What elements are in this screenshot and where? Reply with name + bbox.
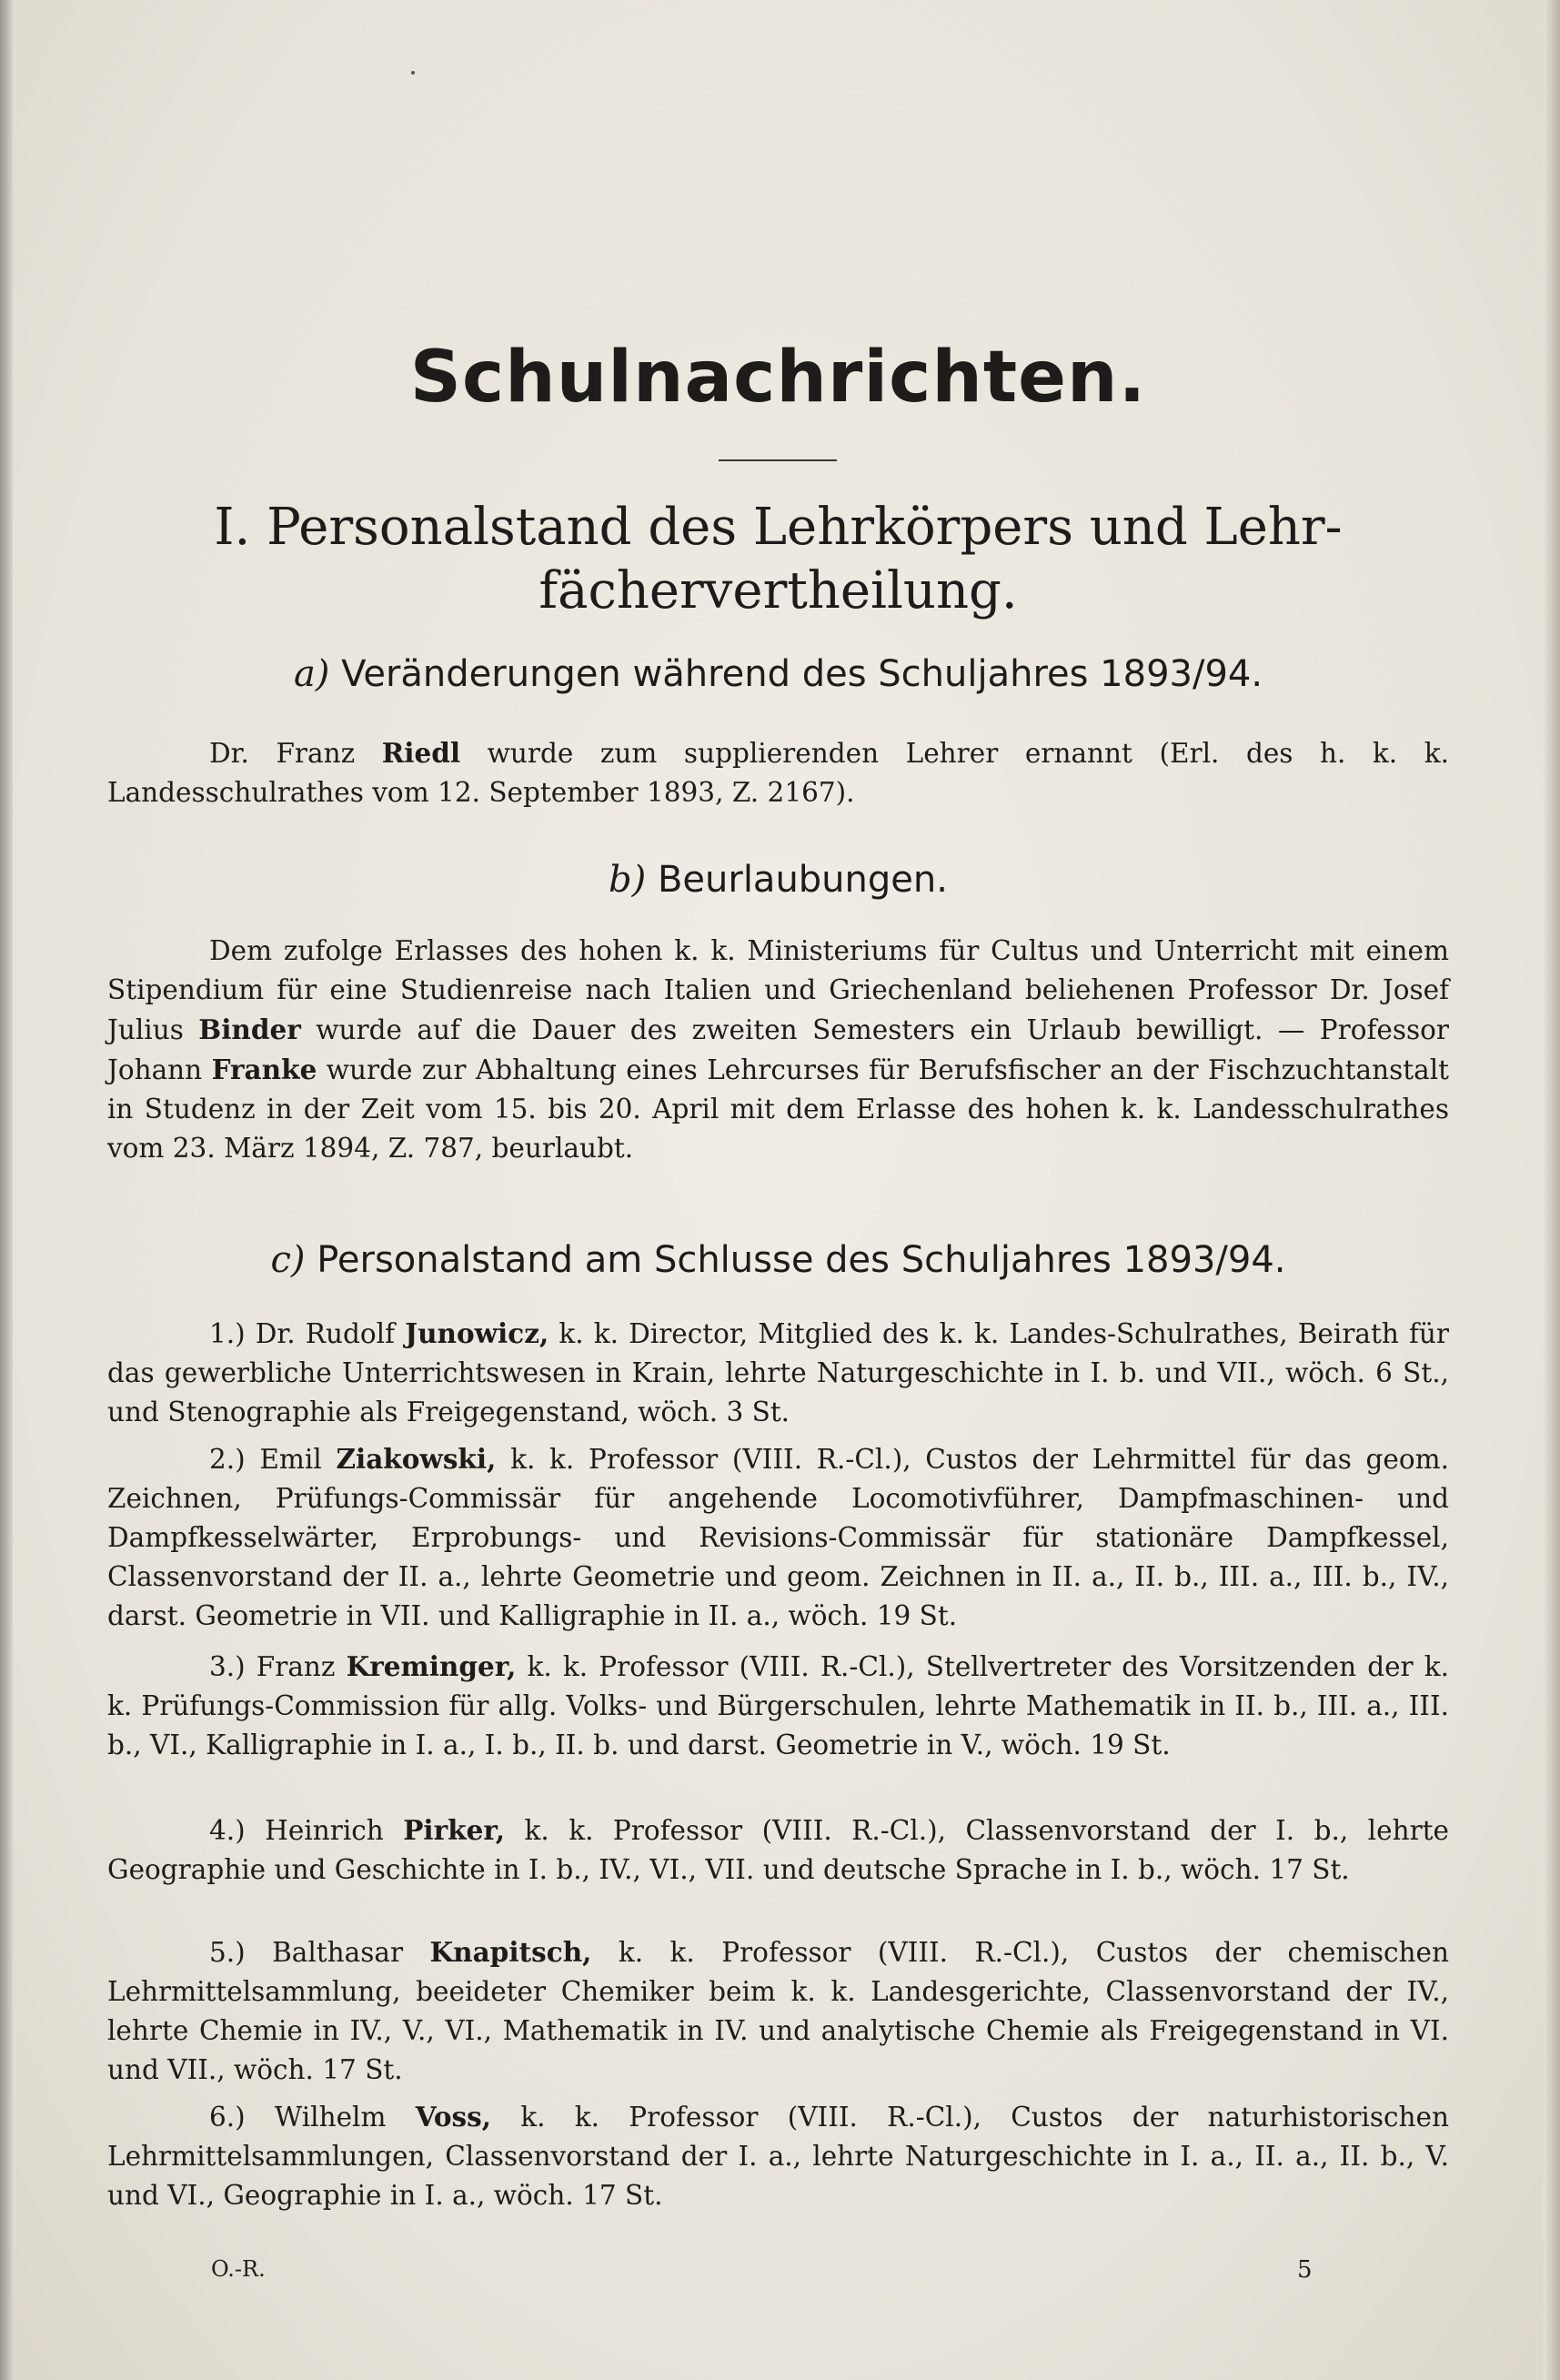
page-edge-right xyxy=(1544,0,1560,2380)
subheading-c-title: Personalstand am Schlusse des Schuljahres 1893/94. xyxy=(317,1239,1286,1281)
paragraph-a: Dr. Franz Riedl wurde zum supplierenden Lehrer ernannt (Erl. des h. k. k. Landesschulrathes vom 12. September 1893, Z. 2167). xyxy=(107,737,1450,808)
section-heading-line-2: fächervertheilung. xyxy=(538,561,1018,620)
name-riedl: Riedl xyxy=(381,737,461,769)
section-heading-line-1: I. Personalstand des Lehrkörpers und Lehr- xyxy=(214,498,1343,557)
name-ziakowski: Ziakowski, xyxy=(336,1443,497,1475)
name-pirker: Pirker, xyxy=(403,1814,506,1846)
subheading-a-letter: a) xyxy=(293,653,330,695)
staff-entry-4: 4.) Heinrich Pirker, k. k. Professor (VIII. R.-Cl.), Classenvorstand der I. b., lehrte Geographie und Geschichte in I. b., IV., VI., VII. und deutsche Sprache in I. b., wöch. 17 St. xyxy=(107,1814,1449,1885)
subheading-c xyxy=(107,1239,1449,1281)
staff-entry-1: 1.) Dr. Rudolf Junowicz, k. k. Director, Mitglied des k. k. Landes-Schulrathes, Beirath für das gewerbliche Unterrichtswesen in Krain, lehrte Naturgeschichte in I. b. und VII., wöch. 6 St., und Stenographie als Freigegenstand, wöch. 3 St. xyxy=(107,1317,1449,1427)
name-kreminger: Kreminger, xyxy=(346,1650,517,1682)
section-heading xyxy=(107,496,1449,623)
name-junowicz: Junowicz, xyxy=(405,1317,549,1349)
subheading-c-letter: c) xyxy=(270,1239,306,1281)
name-franke: Franke xyxy=(211,1054,317,1085)
subheading-a-title: Veränderungen während des Schuljahres 1893/94. xyxy=(341,653,1263,695)
staff-entry-6: 6.) Wilhelm Voss, k. k. Professor (VIII. R.-Cl.), Custos der naturhistorischen Lehrmittelsammlungen, Classenvorstand der I. a., lehrte Naturgeschichte in I. a., II. a., II. b., V. und VI., Geographie in I. a., wöch. 17 St. xyxy=(107,2101,1449,2211)
subheading-a xyxy=(107,653,1449,695)
subheading-b xyxy=(107,859,1449,901)
ink-speck xyxy=(411,71,415,75)
page-title: Schulnachrichten. xyxy=(409,337,1147,419)
signature-mark: O.-R. xyxy=(211,2256,266,2282)
name-knapitsch: Knapitsch, xyxy=(429,1936,592,1968)
staff-entry-2: 2.) Emil Ziakowski, k. k. Professor (VIII. R.-Cl.), Custos der Lehrmittel für das geom. Zeichnen, Prüfungs-Commissär für angehende Locomotivführer, Dampfmaschinen- und Dampfkesselwärter, Erprobungs- und Revisions-Commissär für stationäre Dampfkessel, Classenvorstand der II. a., lehrte Geometrie und geom. Zeichnen in II. a., II. b., III. a., III. b., IV., darst. Geometrie in VII. und Kalligraphie in II. a., wöch. 19 St. xyxy=(107,1443,1449,1631)
page-edge-left xyxy=(0,0,13,2380)
subheading-b-title: Beurlaubungen. xyxy=(657,859,948,901)
staff-entry-3: 3.) Franz Kreminger, k. k. Professor (VIII. R.-Cl.), Stellvertreter des Vorsitzenden der k. k. Prüfungs-Commission für allg. Volks- und Bürgerschulen, lehrte Mathematik in II. b., III. a., III. b., VI., Kalligraphie in I. a., I. b., II. b. und darst. Geometrie in V., wöch. 19 St. xyxy=(107,1650,1449,1760)
name-voss: Voss, xyxy=(415,2101,492,2133)
title-divider xyxy=(719,459,837,461)
page-number: 5 xyxy=(1297,2256,1313,2284)
staff-entry-5: 5.) Balthasar Knapitsch, k. k. Professor (VIII. R.-Cl.), Custos der chemischen Lehrmittelsammlung, beeideter Chemiker beim k. k. Landesgerichte, Classenvorstand der IV., lehrte Chemie in IV., V., VI., Mathematik in IV. und analytische Chemie als Freigegenstand in VI. und VII., wöch. 17 St. xyxy=(107,1936,1449,2085)
subheading-b-letter: b) xyxy=(609,859,647,901)
paragraph-b: Dem zufolge Erlasses des hohen k. k. Ministeriums für Cultus und Unterricht mit einem Stipendium für eine Studienreise nach Italien und Griechenland beliehenen Professor Dr. Josef Julius Binder wurde auf die Dauer des zweiten Semesters ein Urlaub bewilligt. — Professor Johann Franke wurde zur Abhaltung eines Lehrcurses für Berufsfischer an der Fischzuchtanstalt in Studenz in der Zeit vom 15. bis 20. April mit dem Erlasse des hohen k. k. Landesschulrathes vom 23. März 1894, Z. 787, beurlaubt. xyxy=(107,935,1449,1164)
name-binder: Binder xyxy=(198,1014,301,1045)
